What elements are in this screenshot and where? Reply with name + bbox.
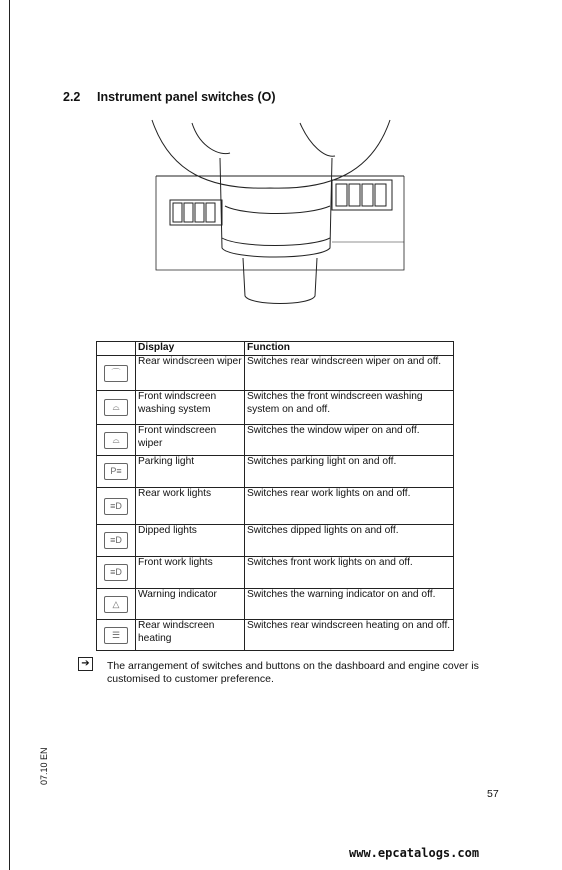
row-function: Switches rear windscreen heating on and off. — [245, 620, 454, 651]
row-display: Rear windscreen heating — [136, 620, 245, 651]
side-version-label: 07.10 EN — [39, 747, 49, 785]
table-row — [97, 620, 454, 651]
switch-table — [96, 341, 454, 651]
section-title: Instrument panel switches (O) — [97, 90, 276, 104]
row-display: Warning indicator — [136, 589, 245, 620]
dashboard-illustration — [150, 118, 410, 308]
row-display: Dipped lights — [136, 525, 245, 557]
rear-wiper-icon: ⌒ — [104, 365, 128, 382]
arrow-icon: ➔ — [78, 657, 93, 671]
row-function: Switches the front windscreen washing system on and off. — [245, 391, 454, 425]
dipped-light-icon: ≡D — [104, 532, 128, 549]
table-row — [97, 557, 454, 589]
table-row — [97, 525, 454, 557]
row-function: Switches rear windscreen wiper on and off. — [245, 356, 454, 391]
row-function: Switches front work lights on and off. — [245, 557, 454, 589]
front-wiper-icon: ⌓ — [104, 432, 128, 449]
warning-triangle-icon: △ — [104, 596, 128, 613]
row-function: Switches the warning indicator on and off. — [245, 589, 454, 620]
table-row — [97, 456, 454, 488]
row-display: Front work lights — [136, 557, 245, 589]
table-row — [97, 425, 454, 456]
section-heading — [63, 90, 276, 104]
washer-icon: ⌓ — [104, 399, 128, 416]
row-display: Rear windscreen wiper — [136, 356, 245, 391]
row-display: Parking light — [136, 456, 245, 488]
rear-heating-icon: ☰ — [104, 627, 128, 644]
table-row — [97, 391, 454, 425]
page-number: 57 — [487, 788, 499, 800]
row-function: Switches dipped lights on and off. — [245, 525, 454, 557]
row-function: Switches the window wiper on and off. — [245, 425, 454, 456]
page-margin-rule — [9, 0, 10, 870]
table-row — [97, 356, 454, 391]
note-text: The arrangement of switches and buttons on the dashboard and engine cover is customised to customer preference. — [107, 660, 479, 685]
table-row — [97, 589, 454, 620]
footer-url: www.epcatalogs.com — [349, 846, 480, 860]
rear-work-light-icon: ≡D — [104, 498, 128, 515]
table-row — [97, 488, 454, 525]
front-work-light-icon: ≡D — [104, 564, 128, 581]
header-function: Function — [245, 342, 454, 356]
section-number: 2.2 — [63, 90, 81, 104]
row-function: Switches rear work lights on and off. — [245, 488, 454, 525]
header-display: Display — [136, 342, 245, 356]
row-display: Front windscreen wiper — [136, 425, 245, 456]
header-icon — [97, 342, 136, 356]
parking-light-icon: P≡ — [104, 463, 128, 480]
table-header-row — [97, 342, 454, 356]
row-display: Front windscreen washing system — [136, 391, 245, 425]
row-function: Switches parking light on and off. — [245, 456, 454, 488]
row-display: Rear work lights — [136, 488, 245, 525]
